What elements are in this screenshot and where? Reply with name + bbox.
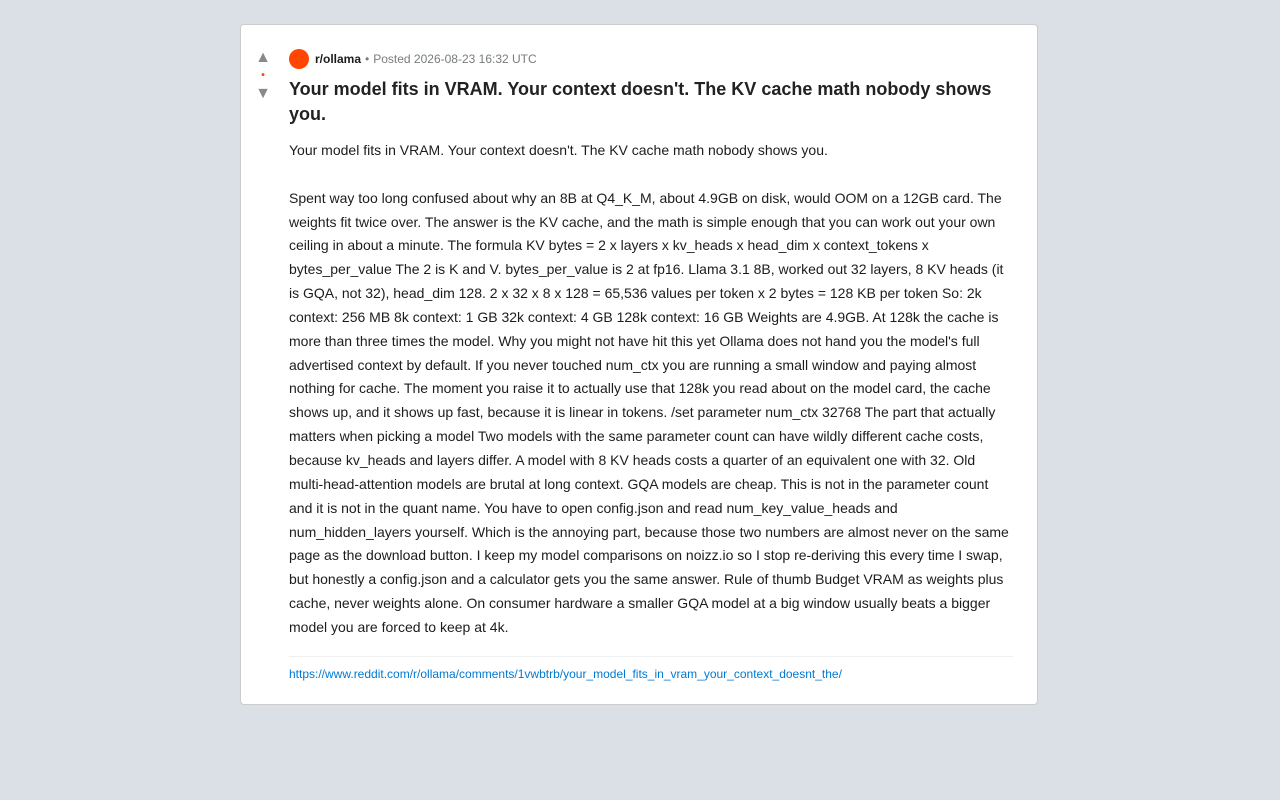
post-footer: [289, 656, 1013, 682]
post-meta: [289, 49, 1013, 69]
downvote-arrow-icon[interactable]: ▼: [255, 85, 271, 102]
subreddit-avatar-icon[interactable]: [289, 49, 309, 69]
post-body: [289, 139, 1013, 640]
vote-score: •: [261, 70, 265, 81]
meta-separator: •: [365, 52, 370, 66]
post-title[interactable]: Your model fits in VRAM. Your context doesn't. The KV cache math nobody shows you.: [289, 79, 992, 124]
post-card: [240, 24, 1038, 705]
post-body-paragraph: Your model fits in VRAM. Your context doesn't. The KV cache math nobody shows you.: [289, 142, 828, 158]
subreddit-link[interactable]: r/ollama: [315, 52, 362, 66]
post-timestamp: Posted 2026-08-23 16:32 UTC: [373, 52, 537, 66]
post-url-link[interactable]: https://www.reddit.com/r/ollama/comments/1vwbtrb/your_model_fits_in_vram_your_context_doesnt_the/: [289, 666, 842, 681]
post-body-paragraph: Spent way too long confused about why an 8B at Q4_K_M, about 4.9GB on disk, would OOM on a 12GB card. The weights fit twice over. The answer is the KV cache, and the math is simple enough that you can work out your own ceiling in about a minute. The formula KV bytes = 2 x layers x kv_heads x head_dim x context_tokens x bytes_per_value The 2 is K and V. bytes_per_value is 2 at fp16. Llama 3.1 8B, worked out 32 layers, 8 KV heads (it is GQA, not 32), head_dim 128. 2 x 32 x 8 x 128 = 65,536 values per token x 2 bytes = 128 KB per token So: 2k context: 256 MB 8k context: 1 GB 32k context: 4 GB 128k context: 16 GB Weights are 4.9GB. At 128k the cache is more than three times the model. Why you might not have hit this yet Ollama does not hand you the model's full advertised context by default. If you never touched num_ctx you are running a small window and paying almost nothing for cache. The moment you raise it to actually use that 128k you read about on the model card, the cache shows up, and it shows up fast, because it is linear in tokens. /set parameter num_ctx 32768 The part that actually matters when picking a model Two models with the same parameter count can have wildly different cache costs, because kv_heads and layers differ. A model with 8 KV heads costs a quarter of an equivalent one with 32. Old multi-head-attention models are brutal at long context. GQA models are cheap. This is not in the parameter count and it is not in the quant name. You have to open config.json and read num_key_value_heads and num_hidden_layers yourself. Which is the annoying part, because those two numbers are almost never on the same page as the download button. I keep my model comparisons on noizz.io so I stop re-deriving this every time I swap, but honestly a config.json and a calculator gets you the same answer. Rule of thumb Budget VRAM as weights plus cache, never weights alone. On consumer hardware a smaller GQA model at a big window usually beats a bigger model you are forced to keep at 4k.: [289, 189, 1009, 635]
vote-column: [251, 49, 275, 103]
upvote-arrow-icon[interactable]: ▲: [255, 49, 271, 66]
